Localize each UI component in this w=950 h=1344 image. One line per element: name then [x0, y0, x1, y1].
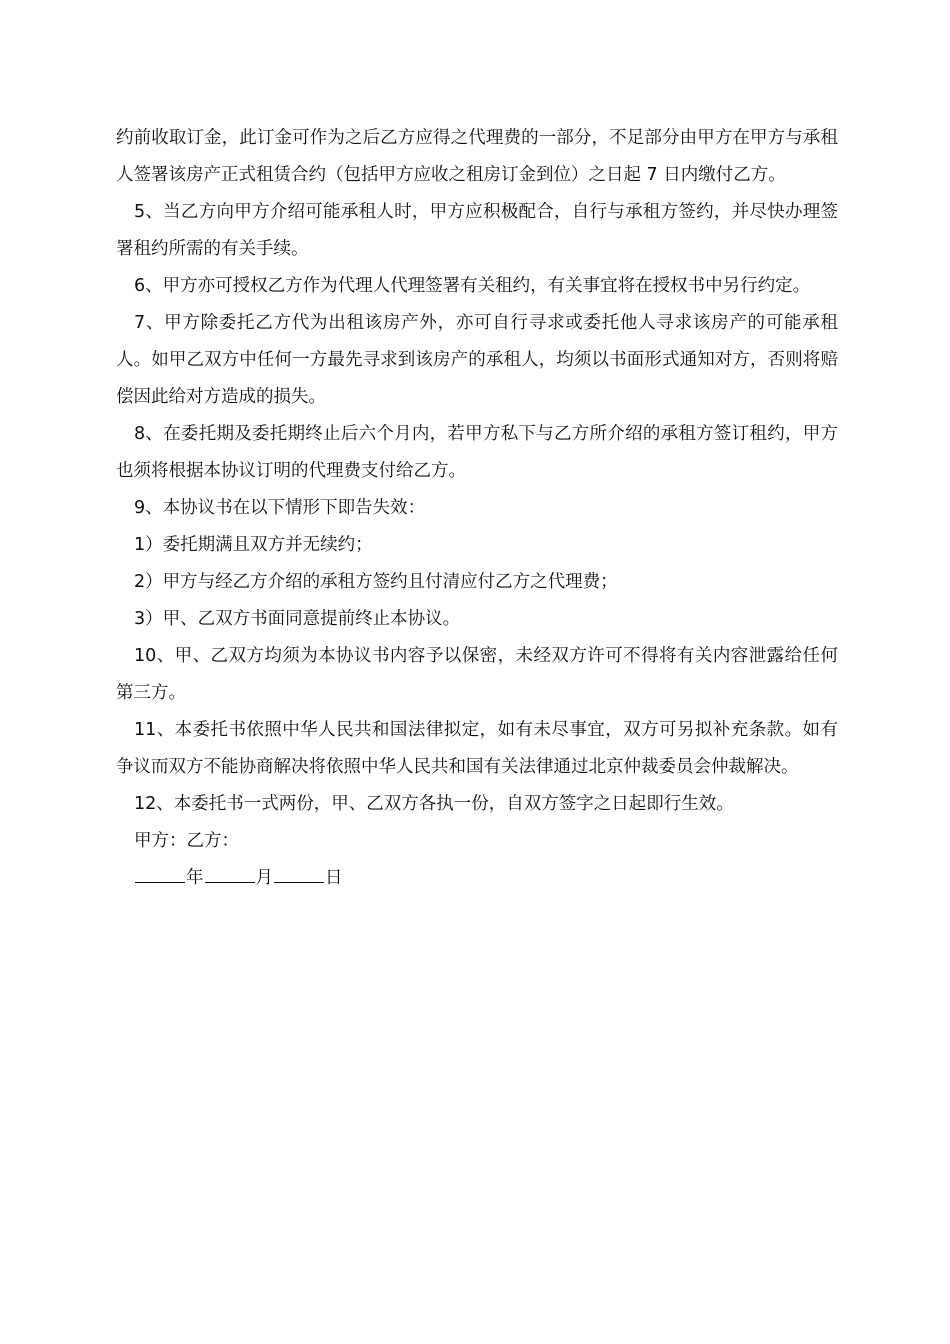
party-a-label: 甲方： [134, 831, 187, 851]
clause-8: 8、在委托期及委托期终止后六个月内，若甲方私下与乙方所介绍的承租方签订租约，甲方也须将根据本协议订明的代理费支付给乙方。 [116, 424, 838, 481]
year-label: 年 [186, 868, 204, 888]
clause-9: 9、本协议书在以下情形下即告失效： [134, 498, 426, 518]
date-line [116, 860, 838, 897]
signature-line [116, 823, 838, 860]
contract-body [116, 120, 838, 897]
day-label: 日 [325, 868, 343, 888]
month-label: 月 [255, 868, 273, 888]
clause-11: 11、本委托书依照中华人民共和国法律拟定，如有未尽事宜，双方可另拟补充条款。如有争议而双方不能协商解决将依照中华人民共和国有关法律通过北京仲裁委员会仲裁解决。 [116, 720, 838, 777]
clause-9-item-1: 1）委托期满且双方并无续约； [134, 535, 373, 555]
clause-7: 7、甲方除委托乙方代为出租该房产外，亦可自行寻求或委托他人寻求该房产的可能承租人。如甲乙双方中任何一方最先寻求到该房产的承租人，均须以书面形式通知对方，否则将赔偿因此给对方造成的损失。 [116, 313, 838, 407]
clause-12: 12、本委托书一式两份，甲、乙双方各执一份，自双方签字之日起即行生效。 [134, 794, 734, 814]
year-blank [135, 881, 185, 883]
month-blank [205, 881, 255, 883]
party-b-label: 乙方： [186, 831, 239, 851]
clause-10: 10、甲、乙双方均须为本协议书内容予以保密，未经双方许可不得将有关内容泄露给任何第三方。 [116, 646, 838, 703]
clause-6: 6、甲方亦可授权乙方作为代理人代理签署有关租约，有关事宜将在授权书中另行约定。 [134, 276, 811, 296]
clause-9-item-2: 2）甲方与经乙方介绍的承租方签约且付清应付乙方之代理费； [134, 572, 618, 592]
paragraph-continuation: 约前收取订金，此订金可作为之后乙方应得之代理费的一部分，不足部分由甲方在甲方与承租人签署该房产正式租赁合约（包括甲方应收之租房订金到位）之日起 7 日内缴付乙方。 [116, 128, 838, 185]
day-blank [274, 881, 324, 883]
clause-9-item-3: 3）甲、乙双方书面同意提前终止本协议。 [134, 609, 461, 629]
clause-5: 5、当乙方向甲方介绍可能承租人时，甲方应积极配合，自行与承租方签约，并尽快办理签署租约所需的有关手续。 [116, 202, 838, 259]
